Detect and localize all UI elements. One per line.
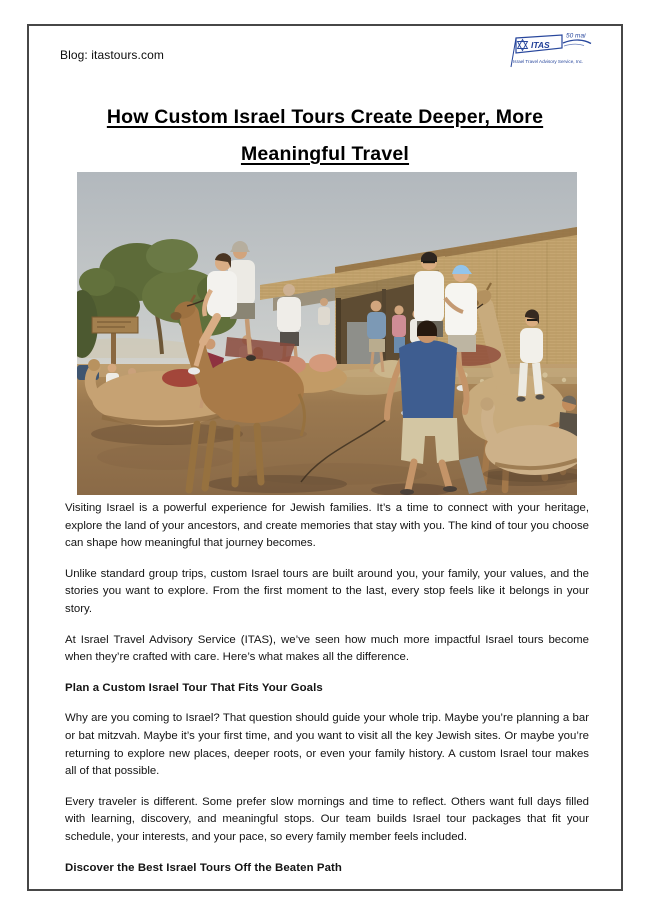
itas-logo — [506, 30, 604, 72]
logo-name-text: ITAS — [531, 40, 550, 50]
article-body — [65, 500, 589, 890]
itas-logo-graphic — [506, 30, 604, 72]
page-title-line2: Meaningful Travel — [240, 143, 410, 165]
camel-ride-photo — [77, 172, 577, 495]
camel-photo-illustration — [77, 172, 577, 495]
paragraph-why-israel: Why are you coming to Israel? That question should guide your whole trip. Maybe you’re planning a bar or bat mitzvah. Maybe it’s your first time, and you want to visit all the key Jewish sites. Or maybe you’re returning to explore new places, deeper roots, or even your family history. A custom Israel tour makes all of that possible. — [65, 712, 589, 778]
page-title — [29, 99, 621, 173]
paragraph-intro: Visiting Israel is a powerful experience for Jewish families. It’s a time to connect with your heritage, explore the land of your ancestors, and create memories that stay with you. The kind of tour you choose can shape how meaningful that journey becomes. — [65, 502, 589, 550]
section-heading-plan-tour: Plan a Custom Israel Tour That Fits Your Goals — [65, 681, 323, 694]
section-heading-beaten-path: Discover the Best Israel Tours Off the Beaten Path — [65, 861, 342, 874]
logo-tagline-text: Israel Travel Advisory Service, Inc. — [513, 59, 584, 64]
logo-swoosh-2 — [564, 44, 584, 46]
paragraph-itas: At Israel Travel Advisory Service (ITAS), we’ve seen how much more impactful Israel tours become when they’re crafted with care. Here’s what makes all the difference. — [65, 633, 589, 664]
logo-badge-text: 50 mai — [566, 32, 586, 40]
blog-url-label: Blog: itastours.com — [60, 48, 164, 62]
page-title-line1: How Custom Israel Tours Create Deeper, More — [106, 106, 544, 128]
paragraph-custom-tours: Unlike standard group trips, custom Israel tours are built around you, your family, your values, and the stories you want to explore. From the first moment to the last, every stop feels like it belongs in your story. — [65, 567, 589, 615]
document-page — [27, 24, 623, 891]
paragraph-every-traveler: Every traveler is different. Some prefer slow mornings and time to reflect. Others want full days filled with learning, discovery, and meaningful stops. Our team builds Israel tour packages that fit your schedule, your interests, and your pace, so every family member feels included. — [65, 795, 589, 843]
logo-swoosh — [563, 40, 591, 43]
